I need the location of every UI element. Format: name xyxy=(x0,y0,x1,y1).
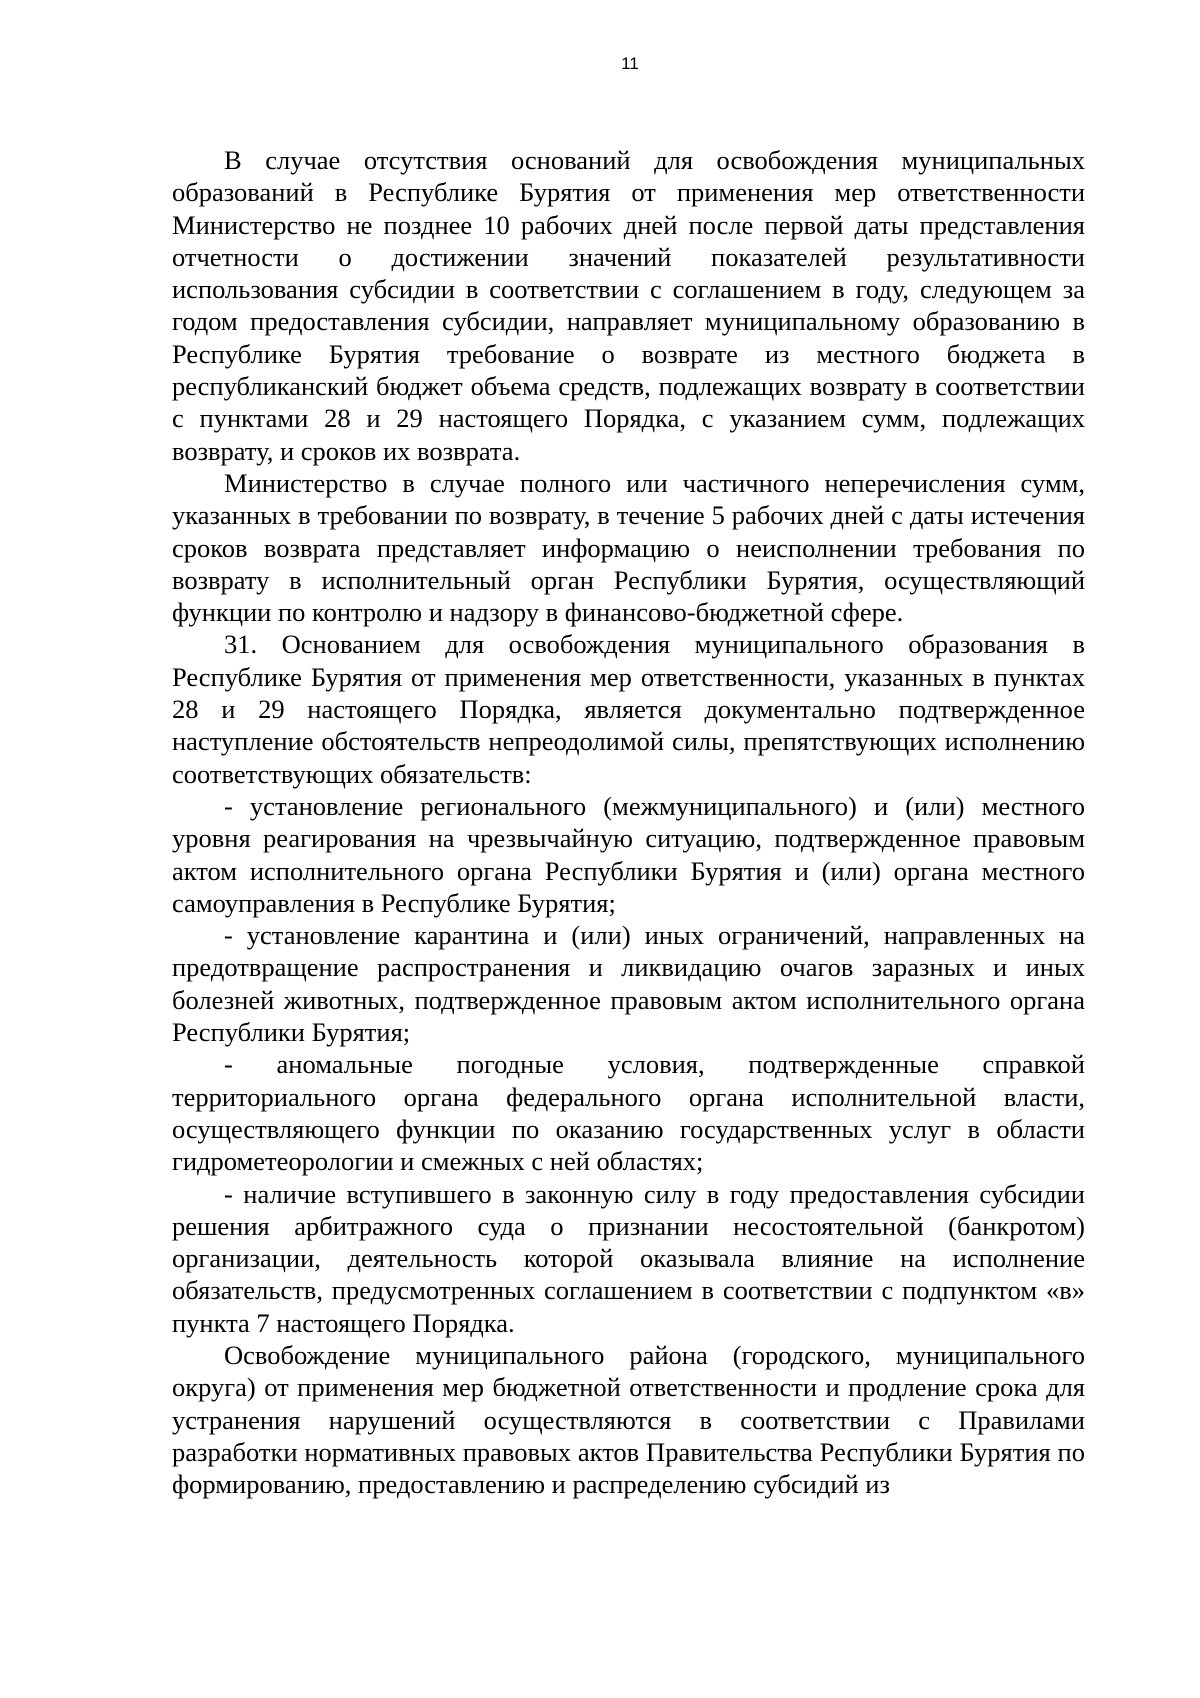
list-item-bankruptcy: - наличие вступившего в законную силу в году предоставления субсидии решения арбитражного суда о признании несостоятельной (банкротом) организации, деятельность которой оказывала влияние на исполнение обязательств, предусмотренных соглашением в соответствии с подпунктом «в» пункта 7 настоящего Порядка. xyxy=(172,1178,1085,1338)
paragraph-31-force-majeure: 31. Основанием для освобождения муниципального образования в Республике Бурятия от применения мер ответственности, указанных в пунктах 28 и 29 настоящего Порядка, является документально подтвержденное наступление обстоятельств непреодолимой силы, препятствующих исполнению соответствующих обязательств: xyxy=(172,629,1085,789)
list-item-emergency-response: - установление регионального (межмуниципального) и (или) местного уровня реагирования на чрезвычайную ситуацию, подтвержденное правовым актом исполнительного органа Республики Бурятия и (или) органа местного самоуправления в Республике Бурятия; xyxy=(172,790,1085,918)
paragraph-exemption-rules: Освобождение муниципального района (городского, муниципального округа) от применения мер бюджетной ответственности и продление срока для устранения нарушений осуществляются в соответствии с Правилами разработки нормативных правовых актов Правительства Республики Бурятия по формированию, предоставлению и распределению субсидий из xyxy=(172,1339,1085,1500)
document-body xyxy=(172,144,1085,1500)
paragraph-non-payment-info: Министерство в случае полного или частичного неперечисления сумм, указанных в требовании по возврату, в течение 5 рабочих дней с даты истечения сроков возврата представляет информацию о неисполнении требования по возврату в исполнительный орган Республики Бурятия, осуществляющий функции по контролю и надзору в финансово-бюджетной сфере. xyxy=(172,467,1085,628)
list-item-weather-conditions: - аномальные погодные условия, подтвержденные справкой территориального органа федерального органа исполнительной власти, осуществляющего функции по оказанию государственных услуг в области гидрометеорологии и смежных с ней областях; xyxy=(172,1049,1085,1177)
page-number: 11 xyxy=(621,54,639,73)
list-item-quarantine: - установление карантина и (или) иных ограничений, направленных на предотвращение распространения и ликвидацию очагов заразных и иных болезней животных, подтвержденное правовым актом исполнительного органа Республики Бурятия; xyxy=(172,920,1085,1048)
paragraph-refund-requirement: В случае отсутствия оснований для освобождения муниципальных образований в Республике Бурятия от применения мер ответственности Министерство не позднее 10 рабочих дней после первой даты представления отчетности о достижении значений показателей результативности использования субсидии в соответствии с соглашением в году, следующем за годом предоставления субсидии, направляет муниципальному образованию в Республике Бурятия требование о возврате из местного бюджета в республиканский бюджет объема средств, подлежащих возврату в соответствии с пунктами 28 и 29 настоящего Порядка, с указанием сумм, подлежащих возврату, и сроков их возврата. xyxy=(172,145,1085,466)
